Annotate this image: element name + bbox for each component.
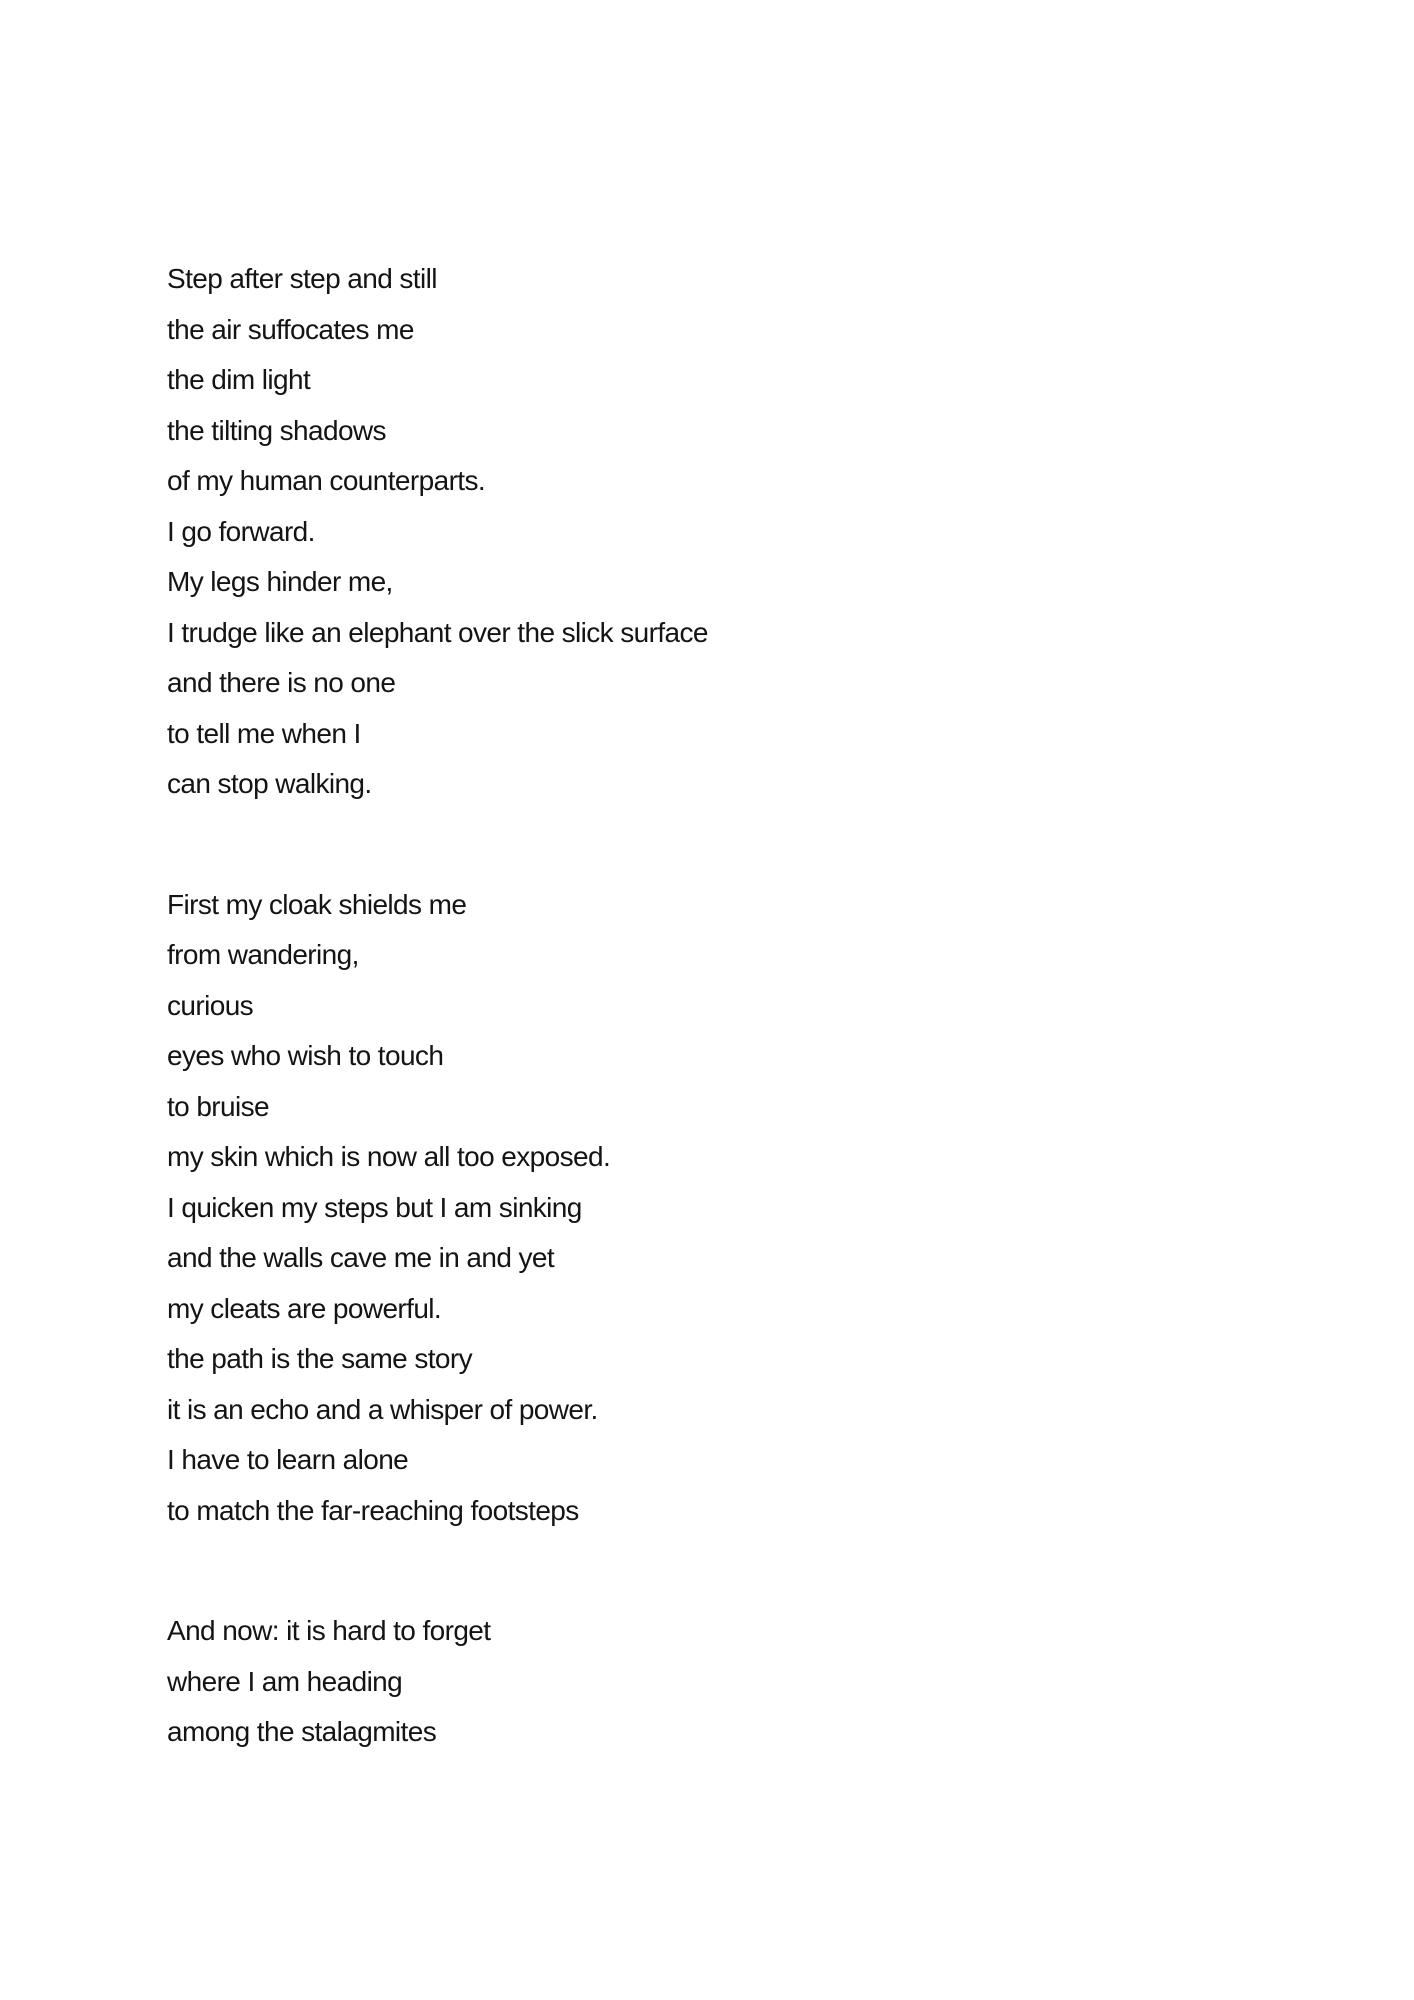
- stanza-2: [167, 880, 1267, 1537]
- poem-line: the dim light: [167, 364, 311, 395]
- poem-line: to match the far-reaching footsteps: [167, 1494, 579, 1526]
- poem-line: And now: it is hard to forget: [167, 1615, 491, 1646]
- poem-line: My legs hinder me,: [167, 566, 393, 597]
- poem-line: of my human counterparts.: [167, 465, 486, 496]
- poem-line: I quicken my steps but I am sinking: [167, 1191, 582, 1223]
- poem-line: my skin which is now all too exposed.: [167, 1141, 611, 1172]
- poem-line: and the walls cave me in and yet: [167, 1242, 555, 1273]
- poem-line: and there is no one: [167, 667, 396, 698]
- poem-line: curious: [167, 989, 254, 1021]
- poem-line: the tilting shadows: [167, 414, 386, 446]
- poem-line: among the stalagmites: [167, 1716, 437, 1747]
- poem-line: I go forward.: [167, 515, 315, 547]
- stanza-1: [167, 254, 1267, 810]
- poem-line: the path is the same story: [167, 1343, 473, 1374]
- poem-line: I have to learn alone: [167, 1444, 409, 1475]
- poem-line: my cleats are powerful.: [167, 1292, 442, 1324]
- poem-line: the air suffocates me: [167, 313, 414, 345]
- stanza-3: [167, 1606, 1267, 1758]
- poem-line: Step after step and still: [167, 263, 437, 294]
- poem-line: to bruise: [167, 1090, 269, 1122]
- poem-line: can stop walking.: [167, 768, 372, 799]
- poem-line: from wandering,: [167, 939, 359, 970]
- poem-line: eyes who wish to touch: [167, 1040, 444, 1071]
- poem-line: I trudge like an elephant over the slick surface: [167, 616, 708, 648]
- poem-line: it is an echo and a whisper of power.: [167, 1393, 598, 1425]
- poem-line: where I am heading: [167, 1665, 403, 1697]
- poem-line: to tell me when I: [167, 717, 361, 749]
- poem-line: First my cloak shields me: [167, 888, 467, 920]
- poem: [167, 254, 1267, 1758]
